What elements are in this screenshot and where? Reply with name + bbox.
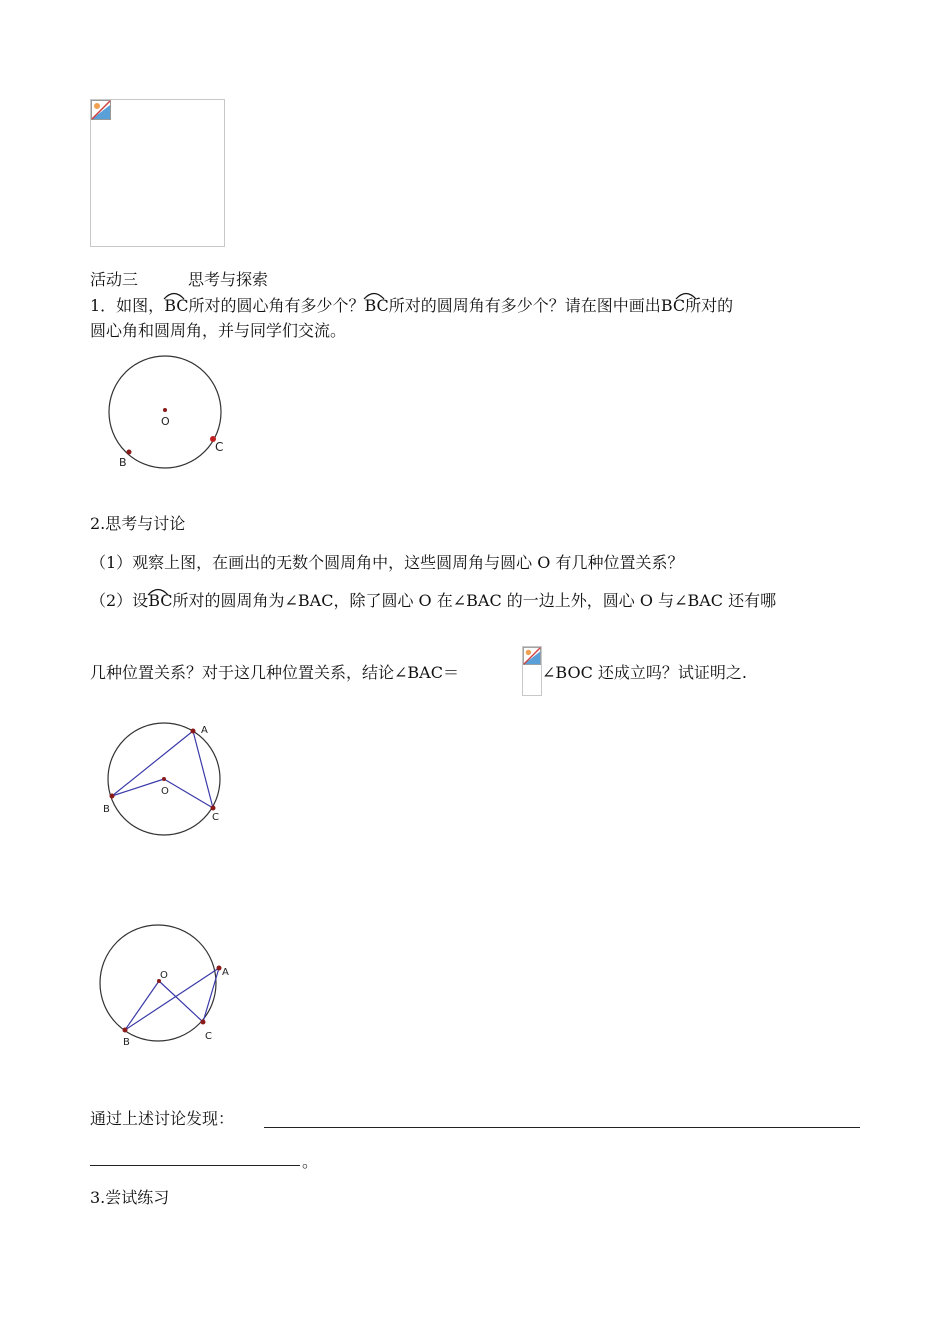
conclusion-label: 通过上述讨论发现： [90, 1109, 235, 1128]
point-c-label: C [212, 812, 219, 823]
center-o-label: O [160, 970, 168, 981]
point-a-label: A [201, 725, 208, 736]
broken-image-icon [91, 100, 111, 120]
conclusion-end: 。 [302, 1152, 319, 1171]
question-1-line-2: 圆心角和圆周角，并与同学们交流。 [90, 321, 347, 340]
point-c-label: C [205, 1031, 212, 1042]
question-2-heading: 2.思考与讨论 [90, 514, 186, 533]
figure-center-outside-angle [90, 918, 240, 1053]
point-a-label: A [222, 967, 229, 978]
answer-blank-line-1[interactable] [264, 1127, 860, 1128]
question-3-heading: 3.尝试练习 [90, 1188, 170, 1207]
question-2-item-3: 几种位置关系？对于这几种位置关系，结论∠BAC＝ [90, 663, 459, 682]
question-1-line-1: 1．如图，BC所对的圆心角有多少个？BC所对的圆周角有多少个？请在图中画出BC所对的 [90, 296, 734, 315]
point-b-label: B [123, 1037, 130, 1048]
center-o-label: O [161, 786, 169, 797]
figure-center-inside-angle [95, 718, 235, 843]
arc-bc-label: BC [164, 296, 189, 315]
arc-bc-label: BC [148, 591, 173, 610]
activity-subtitle: 思考与探索 [188, 270, 269, 289]
arc-bc-label: BC [364, 296, 389, 315]
figure-circle-bc [100, 350, 240, 480]
broken-image-placeholder [90, 99, 225, 247]
arc-symbol-icon [162, 290, 186, 300]
arc-symbol-icon [674, 290, 698, 300]
point-b-label: B [103, 804, 110, 815]
question-2-item-1: （1）观察上图，在画出的无数个圆周角中，这些圆周角与圆心 O 有几种位置关系？ [90, 553, 684, 572]
question-2-item-3-suffix: ∠BOC 还成立吗？试证明之. [542, 663, 747, 682]
fraction-image-placeholder [522, 646, 542, 696]
activity-title: 活动三 [90, 270, 139, 289]
center-o-label: O [161, 415, 170, 428]
arc-bc-label: BC [660, 296, 686, 315]
answer-blank-line-2[interactable] [90, 1165, 300, 1166]
question-2-item-2: （2）设BC所对的圆周角为∠BAC，除了圆心 O 在∠BAC 的一边上外，圆心 O 与∠BAC 还有哪 [90, 591, 777, 610]
arc-symbol-icon [146, 586, 170, 596]
point-c-label: C [215, 440, 224, 454]
arc-symbol-icon [362, 290, 386, 300]
broken-image-icon [523, 647, 541, 665]
point-b-label: B [119, 456, 127, 469]
